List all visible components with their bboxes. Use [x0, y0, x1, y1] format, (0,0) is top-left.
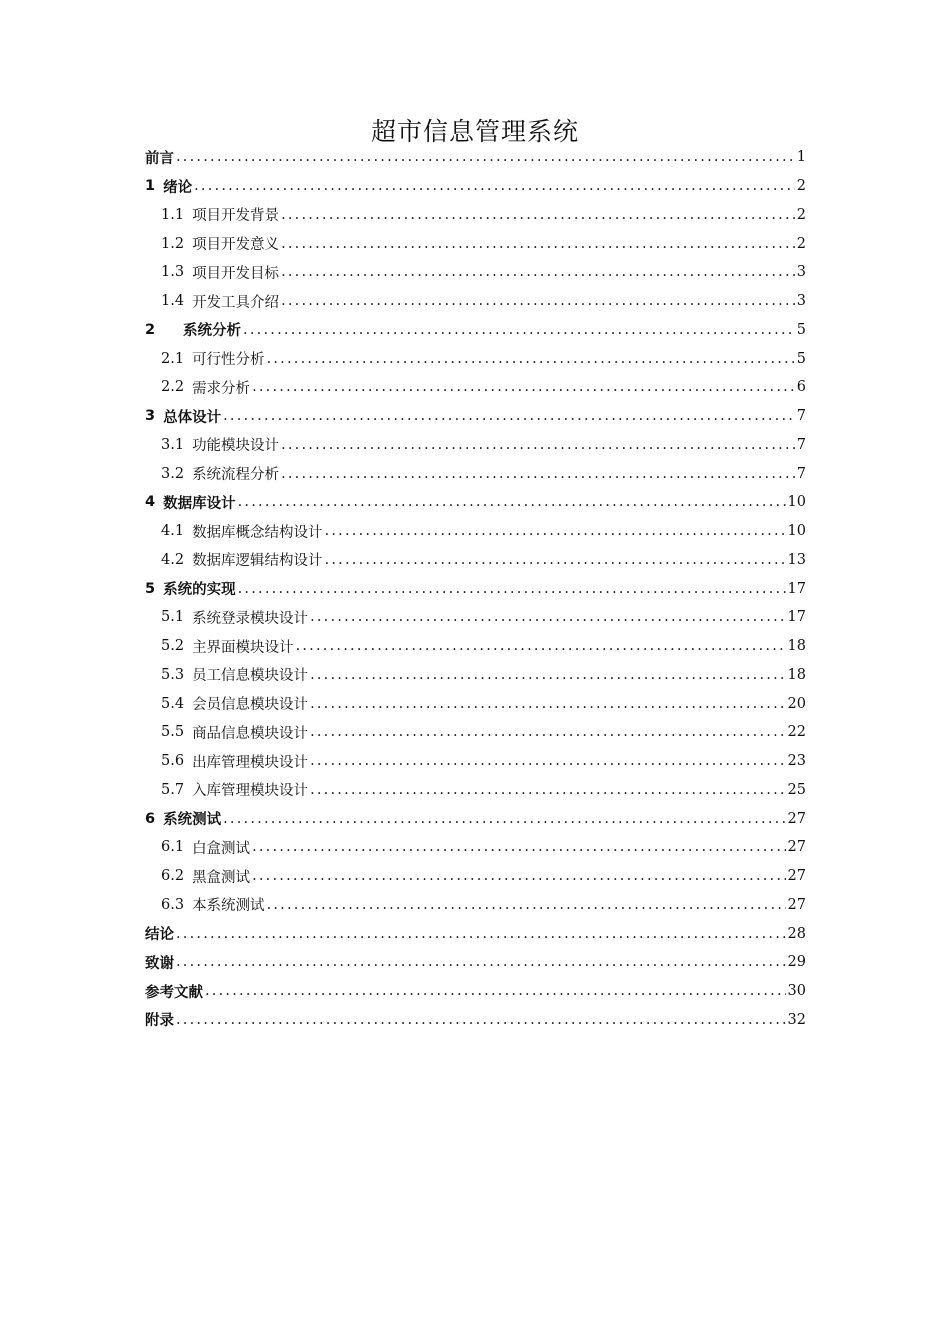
dot-leader: [281, 264, 795, 280]
toc-entry-page-number: 5: [796, 321, 806, 338]
toc-entry-number: 4.2: [161, 551, 185, 568]
toc-entry[interactable]: [145, 862, 806, 891]
toc-entry-page-number: 27: [787, 868, 806, 885]
toc-entry[interactable]: [145, 258, 806, 287]
toc-entry[interactable]: [145, 747, 806, 776]
toc-entry-number: 5.7: [161, 781, 185, 798]
toc-entry-page-number: 10: [787, 523, 806, 540]
toc-entry-page-number: 22: [787, 724, 806, 741]
dot-leader: [194, 178, 795, 194]
toc-entry-label: 黑盒测试: [192, 869, 251, 886]
toc-entry-page-number: 27: [787, 839, 806, 856]
toc-entry-page-number: 23: [787, 753, 806, 770]
toc-entry-label: 需求分析: [192, 380, 251, 397]
toc-entry-label: 出库管理模块设计: [192, 754, 309, 771]
toc-entry[interactable]: [145, 229, 806, 258]
toc-entry[interactable]: [145, 287, 806, 316]
dot-leader: [267, 351, 795, 367]
toc-entry[interactable]: [145, 891, 806, 920]
dot-leader: [281, 466, 795, 482]
dot-leader: [325, 552, 786, 568]
dot-leader: [296, 638, 786, 654]
toc-entry-page-number: 27: [787, 810, 806, 827]
toc-entry-label: 系统测试: [163, 812, 222, 829]
dot-leader: [176, 926, 786, 942]
toc-entry-number: 6: [145, 810, 156, 827]
toc-entry-number: 4: [145, 494, 156, 511]
toc-entry-page-number: 29: [787, 954, 806, 971]
toc-entry-number: 1: [145, 178, 156, 195]
toc-entry-page-number: 1: [796, 149, 806, 166]
dot-leader: [267, 897, 786, 913]
toc-entry[interactable]: [145, 344, 806, 373]
toc-entry-label: 系统登录模块设计: [192, 610, 309, 627]
toc-entry-number: 1.3: [161, 264, 185, 281]
toc-entry-page-number: 32: [787, 1011, 806, 1028]
toc-entry[interactable]: [145, 919, 806, 948]
toc-entry-number: 1.1: [161, 206, 185, 223]
toc-entry-page-number: 5: [796, 350, 806, 367]
toc-entry-number: 2.1: [161, 350, 185, 367]
toc-entry-number: 6.1: [161, 839, 185, 856]
toc-entry-number: 3.2: [161, 465, 185, 482]
toc-entry-number: 6.2: [161, 868, 185, 885]
toc-entry-label: 项目开发背景: [192, 208, 280, 225]
dot-leader: [176, 149, 795, 165]
toc-entry-page-number: 18: [787, 666, 806, 683]
toc-entry[interactable]: [145, 172, 806, 201]
toc-entry[interactable]: [145, 977, 806, 1006]
dot-leader: [252, 839, 785, 855]
dot-leader: [281, 293, 795, 309]
toc-entry-label: 系统分析: [183, 323, 242, 340]
toc-entry-page-number: 30: [787, 983, 806, 1000]
toc-entry-number: 2.2: [161, 379, 185, 396]
toc-entry[interactable]: [145, 603, 806, 632]
toc-entry[interactable]: [145, 488, 806, 517]
toc-entry-label: 功能模块设计: [192, 438, 280, 455]
toc-entry-label: 附录: [145, 1013, 174, 1030]
toc-entry-label: 数据库设计: [163, 495, 236, 512]
table-of-contents: [145, 143, 806, 1034]
toc-entry-page-number: 6: [796, 379, 806, 396]
toc-entry[interactable]: [145, 776, 806, 805]
toc-entry-number: 5.6: [161, 753, 185, 770]
toc-entry-label: 会员信息模块设计: [192, 697, 309, 714]
toc-entry-number: 4.1: [161, 523, 185, 540]
toc-entry-number: 1.4: [161, 293, 185, 310]
toc-entry-page-number: 20: [787, 695, 806, 712]
toc-entry-label: 数据库概念结构设计: [192, 524, 323, 541]
dot-leader: [310, 667, 785, 683]
toc-entry-label: 可行性分析: [192, 352, 265, 369]
toc-entry-number: 3.1: [161, 436, 185, 453]
toc-entry[interactable]: [145, 201, 806, 230]
toc-entry-page-number: 27: [787, 896, 806, 913]
toc-entry-page-number: 13: [787, 551, 806, 568]
dot-leader: [252, 868, 785, 884]
dot-leader: [176, 954, 786, 970]
toc-entry[interactable]: [145, 143, 806, 172]
toc-entry-number: 6.3: [161, 896, 185, 913]
toc-entry[interactable]: [145, 316, 806, 345]
toc-entry-number: 5.5: [161, 724, 185, 741]
toc-entry[interactable]: [145, 804, 806, 833]
toc-entry[interactable]: [145, 833, 806, 862]
dot-leader: [325, 523, 786, 539]
dot-leader: [310, 696, 785, 712]
toc-entry-page-number: 2: [796, 178, 806, 195]
toc-entry-label: 项目开发目标: [192, 265, 280, 282]
toc-entry-number: 5.3: [161, 666, 185, 683]
toc-entry-label: 员工信息模块设计: [192, 668, 309, 685]
dot-leader: [223, 811, 785, 827]
toc-entry-label: 开发工具介绍: [192, 294, 280, 311]
dot-leader: [281, 236, 795, 252]
toc-entry-page-number: 7: [796, 465, 806, 482]
toc-entry[interactable]: [145, 1006, 806, 1035]
toc-entry-page-number: 7: [796, 436, 806, 453]
toc-entry-label: 系统的实现: [163, 582, 236, 599]
toc-entry-number: 5: [145, 580, 156, 597]
toc-entry-number: 5.1: [161, 609, 185, 626]
toc-entry-number: 2: [145, 321, 156, 338]
toc-entry-number: 3: [145, 408, 156, 425]
dot-leader: [243, 322, 795, 338]
dot-leader: [310, 609, 785, 625]
toc-entry[interactable]: [145, 948, 806, 977]
toc-entry-number: 1.2: [161, 235, 185, 252]
toc-entry[interactable]: [145, 661, 806, 690]
toc-entry[interactable]: [145, 402, 806, 431]
toc-entry[interactable]: [145, 431, 806, 460]
toc-entry-page-number: 28: [787, 925, 806, 942]
toc-entry-label: 总体设计: [163, 409, 222, 426]
toc-entry[interactable]: [145, 718, 806, 747]
toc-entry[interactable]: [145, 574, 806, 603]
toc-entry-page-number: 3: [796, 293, 806, 310]
toc-entry[interactable]: [145, 689, 806, 718]
dot-leader: [281, 207, 795, 223]
toc-entry-page-number: 7: [796, 408, 806, 425]
toc-entry-number: 5.2: [161, 638, 185, 655]
toc-entry-page-number: 17: [787, 609, 806, 626]
toc-entry-label: 结论: [145, 927, 174, 944]
dot-leader: [176, 1012, 786, 1028]
document-title: 超市信息管理系统: [370, 117, 579, 146]
dot-leader: [223, 408, 795, 424]
toc-entry-page-number: 2: [796, 235, 806, 252]
toc-entry-label: 系统流程分析: [192, 467, 280, 484]
dot-leader: [252, 379, 795, 395]
toc-entry-label: 商品信息模块设计: [192, 725, 309, 742]
dot-leader: [205, 983, 786, 999]
toc-entry[interactable]: [145, 373, 806, 402]
toc-entry-label: 入库管理模块设计: [192, 783, 309, 800]
dot-leader: [310, 753, 785, 769]
dot-leader: [238, 581, 786, 597]
toc-entry-label: 参考文献: [145, 984, 203, 1001]
toc-entry-label: 本系统测试: [192, 898, 265, 915]
toc-entry[interactable]: [145, 517, 806, 546]
toc-entry-label: 前言: [145, 150, 174, 167]
toc-entry-label: 主界面模块设计: [192, 639, 294, 656]
dot-leader: [238, 494, 786, 510]
toc-entry-page-number: 18: [787, 638, 806, 655]
toc-entry-label: 致谢: [145, 955, 174, 972]
toc-entry-number: 5.4: [161, 695, 185, 712]
toc-entry-label: 项目开发意义: [192, 237, 280, 254]
dot-leader: [310, 724, 785, 740]
toc-entry[interactable]: [145, 459, 806, 488]
toc-entry[interactable]: [145, 546, 806, 575]
toc-entry-page-number: 25: [787, 781, 806, 798]
toc-entry-page-number: 3: [796, 264, 806, 281]
toc-entry-label: 绪论: [163, 179, 193, 196]
toc-entry-page-number: 2: [796, 206, 806, 223]
toc-entry[interactable]: [145, 632, 806, 661]
toc-entry-page-number: 17: [787, 580, 806, 597]
toc-entry-label: 白盒测试: [192, 840, 251, 857]
toc-entry-label: 数据库逻辑结构设计: [192, 553, 323, 570]
dot-leader: [310, 782, 785, 798]
toc-entry-page-number: 10: [787, 494, 806, 511]
dot-leader: [281, 437, 795, 453]
